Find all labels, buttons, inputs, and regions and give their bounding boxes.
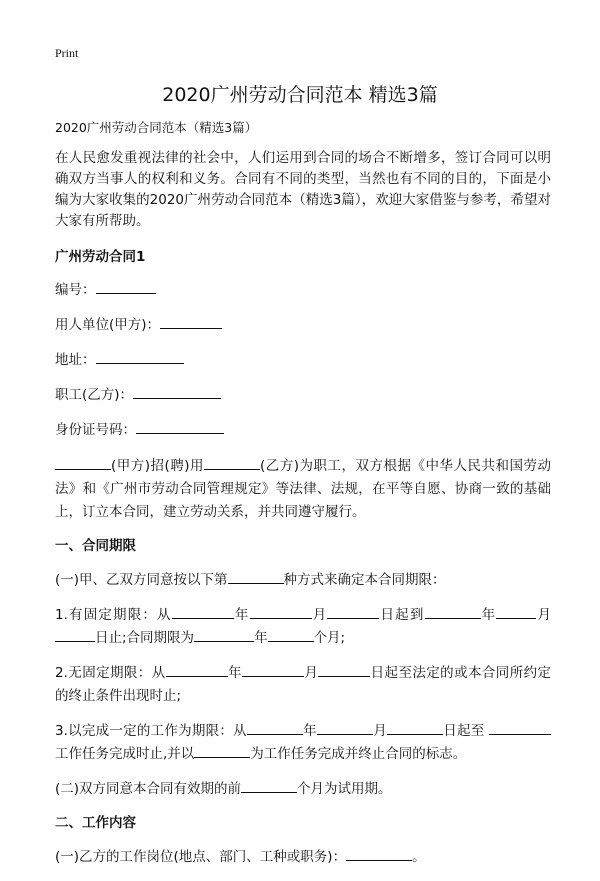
open-month-label: 月 <box>303 665 319 681</box>
field-number-label: 编号： <box>55 282 96 298</box>
field-address-label: 地址： <box>55 352 96 368</box>
fixed-year-label: 年 <box>233 607 250 623</box>
probation-part2: 个月为试用期。 <box>297 781 392 797</box>
fixed-start-year-blank[interactable] <box>172 606 234 619</box>
task-name-blank[interactable] <box>489 722 551 735</box>
term-method-clause <box>55 569 551 592</box>
section-term-heading: 一、合同期限 <box>55 538 136 554</box>
term-method-part1: (一)甲、乙双方同意按以下第 <box>55 572 228 588</box>
probation-part1: (二)双方同意本合同有效期的前 <box>55 781 242 797</box>
fixed-years-blank[interactable] <box>194 629 254 642</box>
fixed-start-month-blank[interactable] <box>250 606 312 619</box>
task-month-label: 月 <box>372 723 387 739</box>
position-blank[interactable] <box>346 848 412 861</box>
term-method-part2: 种方式来确定本合同期限： <box>283 572 446 588</box>
field-number <box>55 280 551 300</box>
open-term-prefix: 2.无固定期限：从 <box>55 665 166 681</box>
field-employer <box>55 315 551 335</box>
term-method-blank[interactable] <box>228 571 284 584</box>
task-term-suffix: 为工作任务完成并终止合同的标志。 <box>250 746 467 762</box>
task-year-label: 年 <box>302 723 317 739</box>
task-done-label: 工作任务完成时止,并以 <box>55 746 195 762</box>
field-employee-blank[interactable] <box>133 386 221 399</box>
position-part1: (一)乙方的工作岗位(地点、部门、工种或职务)： <box>55 849 347 865</box>
open-term-suffix: 日起至法定的或本合同所约定的终止条件出现时止; <box>55 665 552 704</box>
fixed-months-blank[interactable] <box>268 629 314 642</box>
field-address <box>55 350 551 370</box>
task-marker-blank[interactable] <box>194 745 250 758</box>
employee-name-blank[interactable] <box>204 457 260 470</box>
field-id-number <box>55 420 551 440</box>
fixed-month-label: 月 <box>311 607 328 623</box>
task-term-prefix: 3.以完成一定的工作为期限：从 <box>55 723 247 739</box>
fixed-end-year-label: 年 <box>480 607 497 623</box>
document-title: 2020广州劳动合同范本 精选3篇 <box>162 84 438 106</box>
section-work-heading: 二、工作内容 <box>55 815 136 831</box>
contract-heading: 广州劳动合同1 <box>55 249 146 265</box>
field-id-number-label: 身份证号码： <box>55 422 136 438</box>
employer-name-blank[interactable] <box>55 457 111 470</box>
open-year-label: 年 <box>227 665 242 681</box>
open-start-year-blank[interactable] <box>166 664 228 677</box>
probation-months-blank[interactable] <box>241 780 297 793</box>
task-start-day-blank[interactable] <box>387 722 443 735</box>
fixed-end-month-label: 月 <box>536 607 552 623</box>
document-body <box>55 118 551 881</box>
field-employer-blank[interactable] <box>160 316 222 329</box>
fixed-months-label: 个月; <box>313 630 346 646</box>
probation-clause <box>55 778 551 801</box>
preamble-part1: (甲方)招(聘)用 <box>111 458 205 474</box>
fixed-end-day-blank[interactable] <box>55 629 95 642</box>
print-label: Print <box>55 46 79 60</box>
intro-paragraph: 在人民愈发重视法律的社会中，人们运用到合同的场合不断增多，签订合同可以明确双方当事人的权利和义务。合同有不同的类型，当然也有不同的目的，下面是小编为大家收集的2020广州劳动合同范本（精选3篇），欢迎大家借鉴与参考，希望对大家有所帮助。 <box>55 150 551 229</box>
fixed-end-month-blank[interactable] <box>496 606 536 619</box>
field-employee-label: 职工(乙方)： <box>55 387 134 403</box>
task-term-clause <box>55 720 551 766</box>
open-term-clause <box>55 662 551 708</box>
fixed-term-prefix: 1.有固定期限：从 <box>55 607 172 623</box>
fixed-day-from-label: 日起到 <box>379 607 425 623</box>
preamble-paragraph <box>55 455 551 524</box>
task-start-year-blank[interactable] <box>247 722 303 735</box>
fixed-day-to-label: 日止;合同期限为 <box>95 630 195 646</box>
field-employee <box>55 385 551 405</box>
field-number-blank[interactable] <box>96 281 156 294</box>
task-start-month-blank[interactable] <box>317 722 373 735</box>
open-start-month-blank[interactable] <box>242 664 304 677</box>
fixed-years-label: 年 <box>254 630 268 646</box>
open-start-day-blank[interactable] <box>318 664 370 677</box>
field-employer-label: 用人单位(甲方)： <box>55 317 161 333</box>
field-id-number-blank[interactable] <box>136 421 224 434</box>
position-part2: 。 <box>412 849 426 865</box>
preamble-part2: (乙方)为职工，双方根据《中华人民共和国劳动法》和《广州市劳动合同管理规定》等法律、法规，在平等自愿、协商一致的基础上，订立本合同，建立劳动关系，并共同遵守履行。 <box>55 458 551 520</box>
fixed-term-clause <box>55 604 551 650</box>
task-day-from-label: 日起至 <box>442 723 485 739</box>
field-address-blank[interactable] <box>96 351 184 364</box>
fixed-end-year-blank[interactable] <box>425 606 481 619</box>
fixed-start-day-blank[interactable] <box>327 606 379 619</box>
position-clause <box>55 846 551 869</box>
document-subtitle: 2020广州劳动合同范本（精选3篇） <box>55 120 258 135</box>
